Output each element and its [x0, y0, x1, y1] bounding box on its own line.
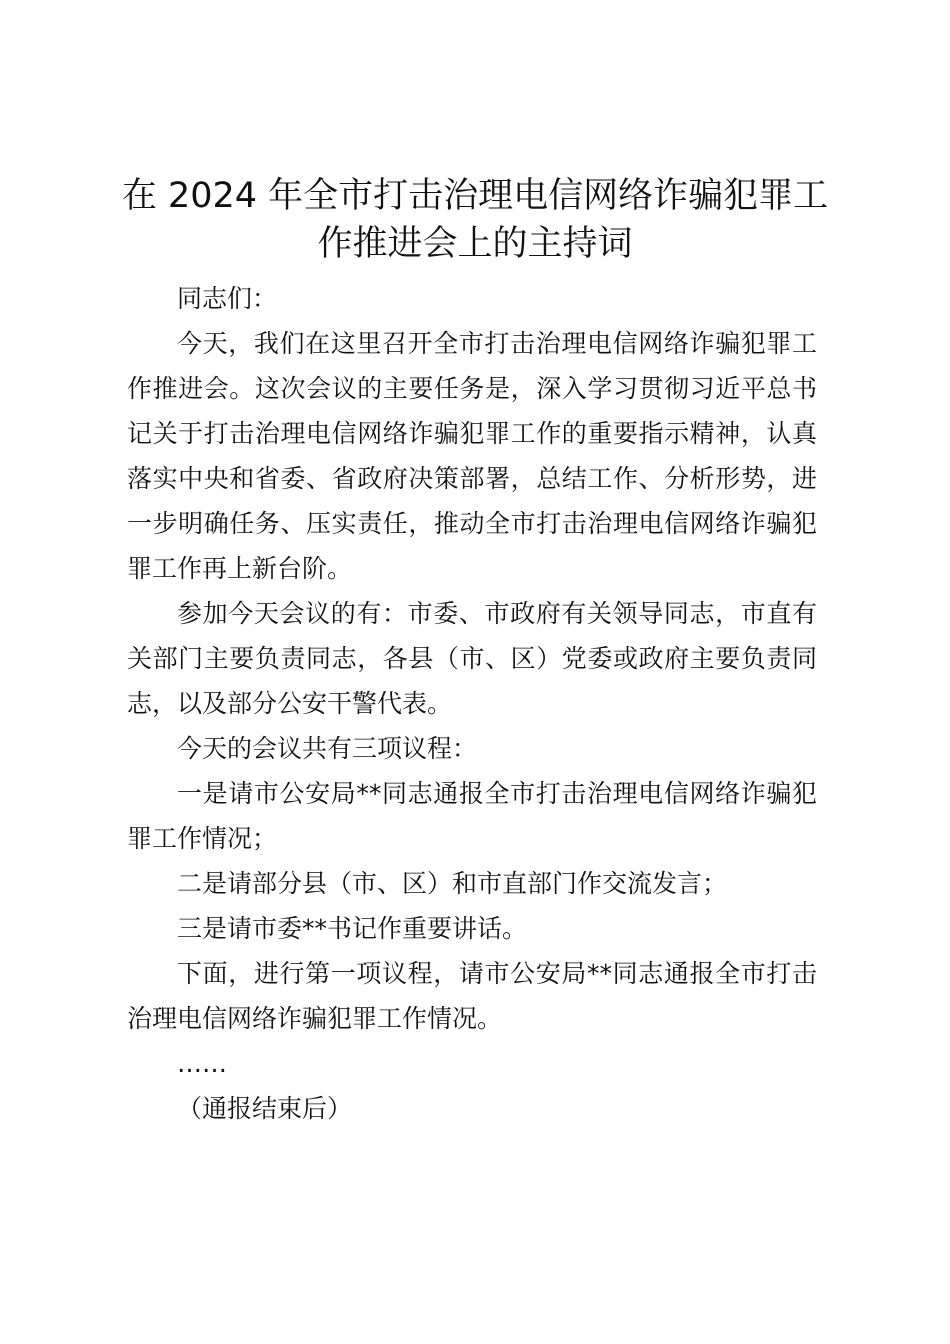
paragraph-agenda-intro: 今天的会议共有三项议程：	[177, 734, 478, 763]
document-title: 在 2024 年全市打击治理电信网络诈骗犯罪工作推进会上的主持词	[121, 176, 829, 264]
paragraph-first-agenda: 下面，进行第一项议程，请市公安局**同志通报全市打击治理电信网络诈骗犯罪工作情况。	[127, 959, 817, 1033]
salutation: 同志们：	[177, 284, 278, 313]
ellipsis-line: ……	[177, 1049, 227, 1078]
paragraph-meeting-purpose: 今天，我们在这里召开全市打击治理电信网络诈骗犯罪工作推进会。这次会议的主要任务是，深入学习贯彻习近平总书记关于打击治理电信网络诈骗犯罪工作的重要指示精神，认真落实中央和省委、省政府决策部署，总结工作、分析形势，进一步明确任务、压实责任，推动全市打击治理电信网络诈骗犯罪工作再上新台阶。	[127, 329, 817, 583]
stage-note: （通报结束后）	[177, 1094, 353, 1123]
document-body	[127, 276, 817, 1131]
agenda-item-1: 一是请市公安局**同志通报全市打击治理电信网络诈骗犯罪工作情况；	[127, 779, 817, 853]
paragraph-attendees: 参加今天会议的有：市委、市政府有关领导同志，市直有关部门主要负责同志，各县（市、区）党委或政府主要负责同志，以及部分公安干警代表。	[127, 599, 817, 718]
agenda-item-3: 三是请市委**书记作重要讲话。	[177, 914, 528, 943]
agenda-item-2: 二是请部分县（市、区）和市直部门作交流发言；	[177, 869, 728, 898]
